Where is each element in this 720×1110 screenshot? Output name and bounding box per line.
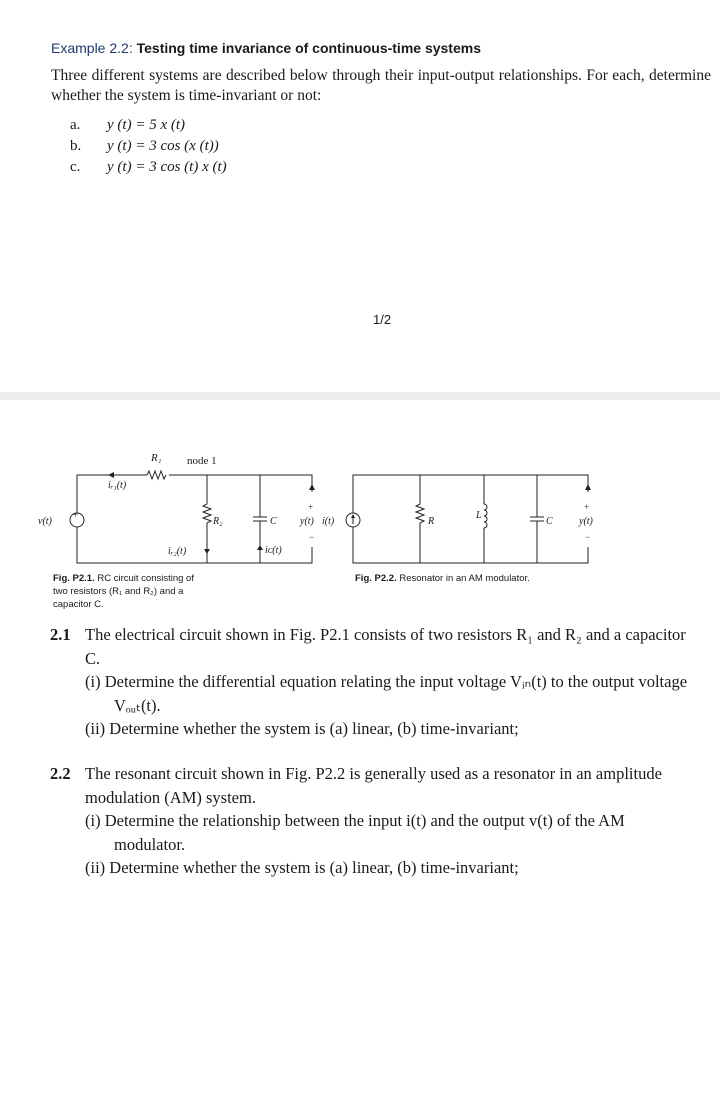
item-label: b. — [70, 138, 82, 154]
label-yt-1: y(t) — [300, 516, 314, 527]
current-arrows — [207, 542, 260, 553]
problem-part: (i) Determine the differential equation relating the input voltage Vᵢₙ(t) to the output voltage Vₒᵤₜ(t). — [85, 672, 688, 715]
label-minus-y2: − — [585, 532, 591, 542]
problem-text: The electrical circuit shown in Fig. P2.1 consists of two resistors R₁ and R₂ and a capacitor C. — [85, 625, 686, 668]
label-c: C — [270, 516, 277, 527]
arrowhead-ir1 — [108, 472, 114, 478]
resistor-r-symbol — [416, 475, 424, 563]
label-r2: R₂ — [213, 516, 223, 527]
wire-bottom-2 — [353, 527, 591, 563]
list-item — [70, 136, 227, 157]
problem-2-2 — [50, 762, 690, 880]
label-ir2: iᵣ₂(t) — [168, 546, 187, 557]
label-minus-y1: − — [309, 532, 315, 542]
example-intro: Three different systems are described below through their input-output relationships. For each, determine whether the system is time-invariant or not: — [51, 67, 711, 104]
page-1 — [0, 0, 720, 392]
label-plus-y1: + — [308, 502, 314, 512]
example-label: Example 2.2: — [51, 40, 133, 56]
wire-top-right — [169, 475, 312, 492]
figure1-caption — [53, 572, 203, 611]
example-heading: Testing time invariance of continuous-time systems — [136, 40, 481, 56]
item-label: c. — [70, 159, 81, 175]
list-item — [70, 157, 227, 178]
problem-2-1 — [50, 623, 690, 741]
label-r: R — [428, 516, 435, 527]
label-it: i(t) — [322, 516, 335, 527]
label-ic: iᴄ(t) — [265, 545, 282, 556]
page-separator — [0, 392, 720, 400]
item-equation: y (t) = 5 x (t) — [107, 117, 186, 133]
label-l: L — [476, 510, 482, 521]
circuit-figures — [0, 400, 720, 570]
problem-number: 2.1 — [50, 625, 71, 644]
item-equation: y (t) = 3 cos (t) x (t) — [107, 159, 227, 175]
item-label: a. — [70, 117, 81, 133]
caption-label: Fig. P2.2. — [355, 573, 397, 584]
capacitor-c2-symbol — [530, 475, 544, 563]
caption-text: Resonator in an AM modulator. — [399, 573, 530, 584]
label-node1: node 1 — [187, 455, 217, 467]
arrowheads-currents — [204, 545, 263, 554]
caption-label: Fig. P2.1. — [53, 573, 95, 584]
problem-number: 2.2 — [50, 764, 71, 783]
example-title — [51, 40, 481, 56]
label-plus-y2: + — [584, 502, 590, 512]
list-item — [70, 115, 227, 136]
resistor-r1-symbol — [147, 471, 166, 479]
label-c2: C — [546, 516, 553, 527]
inductor-l-symbol — [484, 475, 487, 563]
page-2 — [0, 400, 720, 1110]
caption-text: RC circuit consisting of two resistors (R₁ and R₂) and a capacitor C. — [53, 573, 194, 610]
problem-part: (ii) Determine whether the system is (a) linear, (b) time-invariant; — [85, 719, 519, 738]
label-ir1: iᵣ₁(t) — [108, 480, 127, 491]
label-vt: v(t) — [38, 516, 52, 527]
item-equation: y (t) = 3 cos (x (t)) — [107, 138, 219, 154]
label-r1: R₁ — [151, 452, 162, 464]
wire-top-2 — [353, 475, 588, 513]
label-plus-source1: + — [73, 510, 79, 520]
problem-part: (i) Determine the relationship between the input i(t) and the output v(t) of the AM modulator. — [85, 811, 625, 854]
problem-part: (ii) Determine whether the system is (a) linear, (b) time-invariant; — [85, 858, 519, 877]
problem-text: The resonant circuit shown in Fig. P2.2 is generally used as a resonator in an amplitude modulation (AM) system. — [85, 764, 662, 807]
figure2-caption — [355, 572, 575, 585]
label-yt-2: y(t) — [579, 516, 593, 527]
system-list — [70, 115, 227, 178]
page-number: 1/2 — [373, 312, 392, 327]
